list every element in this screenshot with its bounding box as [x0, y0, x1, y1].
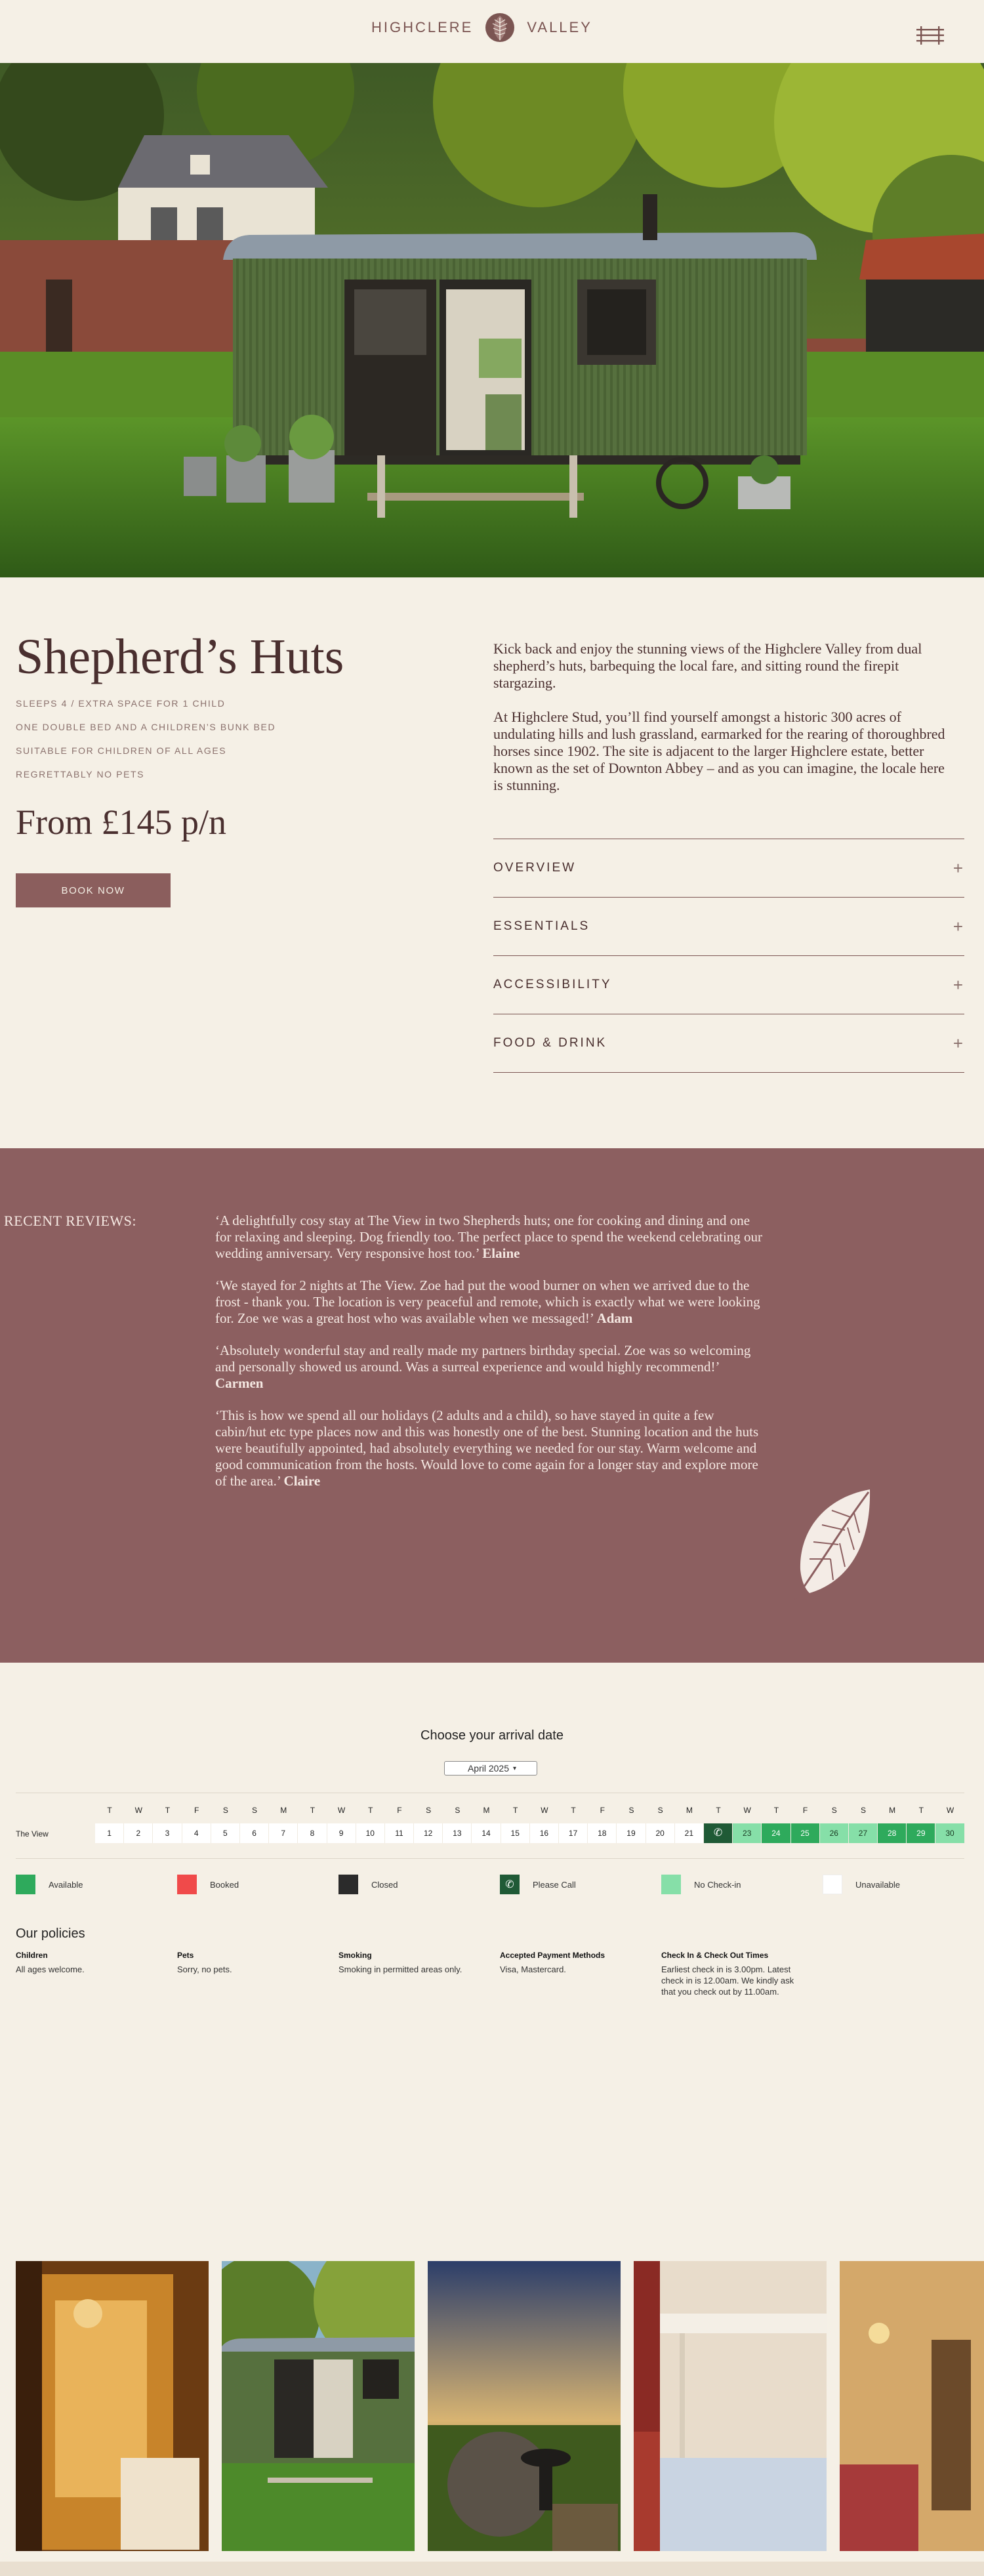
calendar-day[interactable]: 18 [588, 1823, 617, 1843]
legend-item [338, 1875, 500, 1894]
legend-item [177, 1875, 338, 1894]
phone-icon: ✆ [713, 1827, 723, 1839]
hut-exterior-photo [222, 2261, 415, 2551]
calendar-day[interactable]: 8 [298, 1823, 327, 1843]
weekday-label: M [686, 1806, 693, 1815]
calendar-day[interactable]: 2 [124, 1823, 153, 1843]
weekday-label: S [252, 1806, 258, 1815]
calendar-day[interactable]: 17 [559, 1823, 588, 1843]
legend-swatch [500, 1875, 520, 1894]
chevron-down-icon: ▾ [513, 1764, 517, 1772]
weekday-label: F [600, 1806, 605, 1815]
weekday-label: M [280, 1806, 287, 1815]
weekday-label: M [483, 1806, 490, 1815]
calendar-day[interactable]: 6 [240, 1823, 269, 1843]
accordion-overview[interactable] [493, 839, 964, 898]
legend-item [16, 1875, 177, 1894]
accordion-accessibility[interactable] [493, 956, 964, 1014]
policy-heading: Check In & Check Out Times [661, 1951, 769, 1960]
weekday-label: W [743, 1806, 751, 1815]
book-now-button[interactable]: BOOK NOW [16, 873, 171, 907]
calendar-day[interactable]: 10 [356, 1823, 385, 1843]
reviews-heading: RECENT REVIEWS: [4, 1213, 137, 1229]
phone-icon: ✆ [505, 1879, 514, 1890]
intro-paragraph: At Highclere Stud, you’ll find yourself amongst a historic 300 acres of undulating hills and lush grassland, earmarked for the rearing of thoroughbred horses since 1902. The site is adjacent to the larger Highclere estate, better known as the set of Downton Abbey – and as you can imagine, the locale here is stunning. [493, 709, 945, 793]
leaf-logo-icon [482, 10, 518, 45]
intro-paragraph: Kick back and enjoy the stunning views of the Highclere Valley from dual shepherd’s huts, barbequing the local fare, and sitting round the firepit stargazing. [493, 640, 922, 691]
weekday-label: S [222, 1806, 228, 1815]
policy-body: All ages welcome. [16, 1964, 85, 1974]
accordion-label: OVERVIEW [493, 861, 577, 875]
legend-label: Booked [210, 1879, 239, 1890]
review-text: ‘We stayed for 2 nights at The View. Zoe had put the wood burner on when we arrived due to the frost - thank you. The location is very peaceful and remote, which is exactly what we were looking for. Zoe we was a great host who was available when we messaged!’ [215, 1278, 760, 1326]
reviews-section [0, 1148, 984, 1663]
weekday-label: S [628, 1806, 634, 1815]
calendar-day[interactable]: 20 [646, 1823, 675, 1843]
fact-beds: ONE DOUBLE BED AND A CHILDREN’S BUNK BED [16, 722, 276, 732]
weekday-label: W [134, 1806, 142, 1815]
accordion-label: ACCESSIBILITY [493, 978, 612, 991]
calendar-dates [95, 1823, 965, 1843]
policies-list [16, 1950, 823, 1997]
month-select-value: April 2025 [467, 1763, 509, 1774]
policy-heading: Pets [177, 1951, 194, 1960]
calendar-day[interactable]: 21 [675, 1823, 704, 1843]
policy-body: Earliest check in is 3.00pm. Latest check in is 12.00am. We kindly ask that you check out by 11.00am. [661, 1964, 794, 1997]
weekday-label: T [918, 1806, 924, 1815]
weekday-label: S [657, 1806, 663, 1815]
policy-payment [500, 1950, 661, 1997]
calendar-day[interactable]: 14 [472, 1823, 501, 1843]
weekday-label: F [802, 1806, 808, 1815]
photo-gallery [16, 2261, 984, 2551]
review-item [215, 1407, 766, 1489]
calendar-day[interactable]: 16 [530, 1823, 559, 1843]
gallery-thumb-shower[interactable] [16, 2261, 209, 2551]
weekday-label: S [860, 1806, 866, 1815]
calendar-title: Choose your arrival date [420, 1728, 564, 1743]
legend-swatch [661, 1875, 681, 1894]
review-author: Elaine [482, 1245, 520, 1261]
weekday-label: T [368, 1806, 373, 1815]
policy-pets [177, 1950, 338, 1997]
site-header [0, 0, 984, 63]
gallery-thumb-hut[interactable] [222, 2261, 415, 2551]
bunk-bed-photo [634, 2261, 827, 2551]
calendar-day[interactable]: 12 [414, 1823, 443, 1843]
logo-text-left: HIGHCLERE [371, 19, 474, 35]
legend-swatch [177, 1875, 197, 1894]
property-facts [16, 697, 276, 791]
weekday-label: F [194, 1806, 199, 1815]
gallery-thumb-bunk[interactable] [634, 2261, 827, 2551]
calendar-day[interactable]: 29 [907, 1823, 935, 1843]
fact-sleeps: SLEEPS 4 / EXTRA SPACE FOR 1 CHILD [16, 698, 226, 709]
gallery-thumb-interior[interactable] [840, 2261, 984, 2551]
legend-label: Please Call [533, 1879, 576, 1890]
price-label: From £145 p/n [16, 802, 227, 842]
calendar-day[interactable]: 24 [762, 1823, 790, 1843]
weekday-label: T [513, 1806, 518, 1815]
policy-heading: Smoking [338, 1951, 372, 1960]
fact-children: SUITABLE FOR CHILDREN OF ALL AGES [16, 745, 227, 756]
accordion-essentials[interactable] [493, 898, 964, 956]
weekday-label: M [889, 1806, 896, 1815]
calendar-day[interactable]: 23 [733, 1823, 762, 1843]
review-text: ‘This is how we spend all our holidays (2 adults and a child), so have stayed in quite a few cabin/hut etc type places now and this was honestly one of the best. Stunning location and the huts were beautifully appointed, had absolutely everything we needed for our stay. Warm welcome and good communication from the hosts. Would love to come again for a longer stay and explore more of the area.’ [215, 1407, 759, 1489]
weekday-label: T [310, 1806, 316, 1815]
review-author: Adam [596, 1310, 633, 1326]
hero-image [0, 63, 984, 577]
policy-heading: Children [16, 1951, 48, 1960]
review-text: ‘Absolutely wonderful stay and really made my partners birthday special. Zoe was so welcoming and personally showed us around. Was a surreal experience and would highly recommend!’ [215, 1342, 751, 1375]
policies-title: Our policies [16, 1926, 85, 1941]
calendar-day[interactable]: 25 [791, 1823, 820, 1843]
calendar-day[interactable]: 7 [269, 1823, 298, 1843]
weekday-label: W [541, 1806, 548, 1815]
plus-icon: + [953, 916, 963, 936]
weekday-label: W [946, 1806, 954, 1815]
calendar-day[interactable]: 5 [211, 1823, 240, 1843]
policy-body: Visa, Mastercard. [500, 1964, 566, 1974]
weekday-label: W [337, 1806, 346, 1815]
accordion-food-drink[interactable] [493, 1014, 964, 1073]
calendar-divider [16, 1858, 964, 1859]
review-list [215, 1213, 766, 1505]
legend-item [823, 1875, 984, 1894]
calendar-day[interactable]: 28 [878, 1823, 907, 1843]
legend-item [661, 1875, 823, 1894]
policy-smoking [338, 1950, 500, 1997]
weekday-label: T [773, 1806, 779, 1815]
weekday-label: S [426, 1806, 432, 1815]
calendar-day[interactable]: 9 [327, 1823, 356, 1843]
calendar-day[interactable]: 19 [617, 1823, 646, 1843]
weekday-label: T [716, 1806, 721, 1815]
month-select[interactable] [444, 1761, 537, 1776]
firepit-sunset-photo [428, 2261, 621, 2551]
legend-label: No Check-in [694, 1879, 741, 1890]
gallery-thumb-firepit[interactable] [428, 2261, 621, 2551]
calendar-day[interactable]: 15 [501, 1823, 530, 1843]
policy-body: Smoking in permitted areas only. [338, 1964, 462, 1974]
review-item [215, 1278, 766, 1327]
calendar-day[interactable]: 13 [443, 1823, 472, 1843]
weekday-label: T [165, 1806, 171, 1815]
review-author: Claire [283, 1473, 321, 1489]
legend-label: Available [49, 1879, 83, 1890]
calendar-row-label: The View [16, 1829, 49, 1839]
review-text: ‘A delightfully cosy stay at The View in two Shepherds huts; one for cooking and dining and one for relaxing and sleeping. Dog friendly too. The perfect place to spend the weekend celebrating our wedding anniversary. Very responsive host too.’ [215, 1213, 763, 1261]
weekday-label: T [107, 1806, 112, 1815]
calendar-day[interactable]: 1 [95, 1823, 124, 1843]
calendar-weekdays [95, 1806, 965, 1815]
details-accordion [493, 839, 964, 1073]
calendar-day[interactable]: 27 [849, 1823, 878, 1843]
accordion-label: ESSENTIALS [493, 919, 590, 933]
weekday-label: T [571, 1806, 576, 1815]
calendar-day[interactable]: 30 [935, 1823, 964, 1843]
plus-icon: + [953, 974, 963, 995]
shower-photo [16, 2261, 209, 2551]
accordion-label: FOOD & DRINK [493, 1036, 607, 1050]
legend-swatch [16, 1875, 35, 1894]
plus-icon: + [953, 1033, 963, 1053]
leaf-decoration-icon [786, 1484, 878, 1602]
footer-band [0, 2562, 984, 2576]
policy-children [16, 1950, 177, 1997]
hamburger-menu-icon[interactable] [915, 25, 945, 46]
legend-swatch [338, 1875, 358, 1894]
calendar-day[interactable]: 4 [182, 1823, 211, 1843]
weekday-label: F [397, 1806, 402, 1815]
review-author: Carmen [215, 1375, 264, 1391]
policy-check-times [661, 1950, 823, 1997]
policy-heading: Accepted Payment Methods [500, 1951, 605, 1960]
calendar-legend [16, 1875, 984, 1894]
hut-interior-photo [840, 2261, 984, 2551]
calendar-day[interactable]: 11 [385, 1823, 414, 1843]
page-title: Shepherd’s Huts [16, 629, 344, 684]
calendar-day[interactable]: 26 [820, 1823, 849, 1843]
legend-swatch [823, 1875, 842, 1894]
legend-item [500, 1875, 661, 1894]
legend-label: Unavailable [855, 1879, 900, 1890]
logo-text-right: VALLEY [527, 19, 592, 35]
weekday-label: S [455, 1806, 461, 1815]
review-item [215, 1342, 766, 1392]
review-item [215, 1213, 766, 1262]
fact-pets: REGRETTABLY NO PETS [16, 769, 145, 779]
site-logo[interactable] [371, 9, 592, 46]
calendar-day[interactable]: 3 [153, 1823, 182, 1843]
policy-body: Sorry, no pets. [177, 1964, 232, 1974]
property-intro [493, 640, 955, 811]
plus-icon: + [953, 858, 963, 878]
legend-label: Closed [371, 1879, 398, 1890]
weekday-label: S [831, 1806, 837, 1815]
calendar-day-please-call[interactable] [704, 1823, 733, 1843]
shepherds-hut-photo [0, 63, 984, 577]
